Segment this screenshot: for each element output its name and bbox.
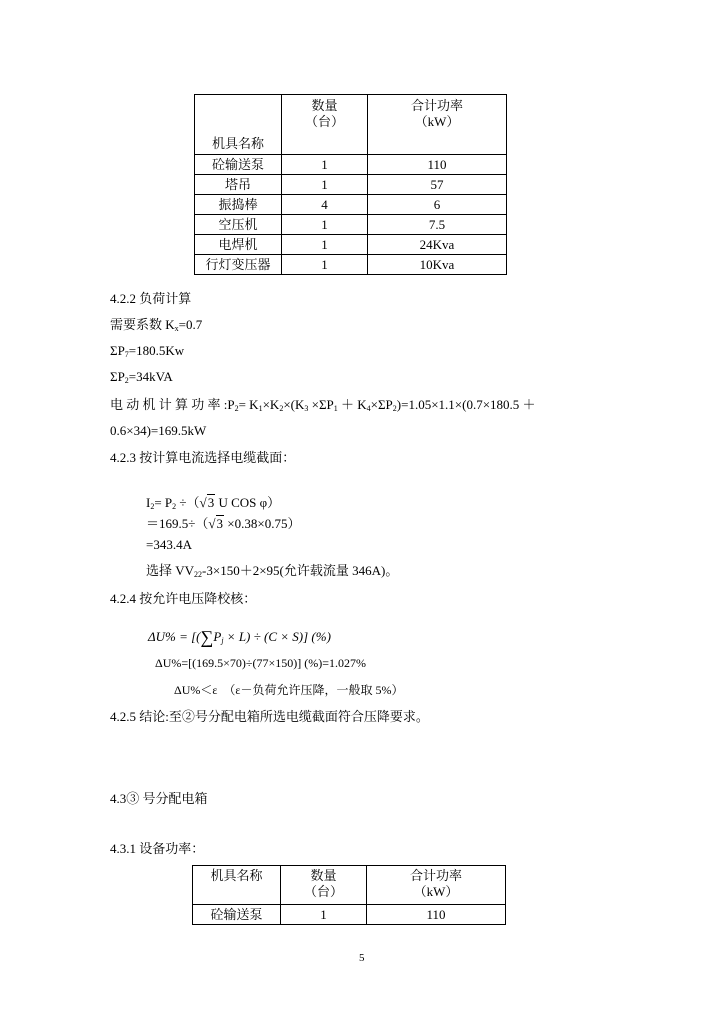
current-formula-line2 [146,517,300,530]
header-name: 机具名称 [193,866,281,905]
calc-mid: = K [238,397,259,412]
i2-p2-sub: 2 [172,502,177,511]
select-sub: 22 [194,570,203,579]
table-row [195,215,507,235]
table-header-row [195,95,507,155]
cell-qty: 1 [281,905,367,925]
sqrt-icon: √ [199,495,207,510]
equipment-table-2 [192,865,506,925]
calc-k3: ×(K [283,397,305,412]
section-4-2-4-title: 4.2.4 按允许电压降校核： [110,591,257,606]
cell-name: 行灯变压器 [195,255,282,275]
current-formula-line1 [146,496,280,511]
cell-qty: 1 [282,175,368,195]
p2-sub: 2 [124,376,129,385]
motor-power-calc-line1 [110,398,536,413]
voltage-drop-calc: ΔU%=[(169.5×70)÷(77×150)] (%)=1.027% [155,656,366,670]
sum-p2-line [110,370,173,385]
header-power [367,866,506,905]
table-header-row [193,866,506,905]
sqrt-value: 3 [207,495,215,510]
header-name: 机具名称 [195,95,282,155]
header-power-line2: （kW） [413,884,459,899]
calc-lead: 电 动 机 计 算 功 率 :P [110,397,235,412]
select-tail: -3×150＋2×95(允许载流量 346A)。 [202,563,399,578]
table-row [193,905,506,925]
cable-selection-line [146,564,398,579]
cell-name: 砼输送泵 [193,905,281,925]
i2-lead: I [146,495,151,510]
header-qty-line1: 数量 [310,868,337,883]
calc-p2-sub: 2 [234,404,239,413]
calc-k1-sub: 1 [258,404,263,413]
cell-power: 24Kva [368,235,507,255]
i2-mid: = P [154,495,173,510]
calc-k4: ＋ K [337,397,367,412]
sqrt-value: 3 [216,516,224,531]
line2-lead: ＝169.5÷（ [146,516,209,531]
conclusion-4-2-5: 4.2.5 结论:至②号分配电箱所选电缆截面符合压降要求。 [110,709,429,724]
cell-qty: 4 [282,195,368,215]
header-qty-line1: 数量 [311,98,338,113]
formula-lhs: ΔU% = [( [148,629,201,644]
p2-value: =34kVA [128,369,173,384]
cell-name: 电焊机 [195,235,282,255]
calc-tail: )=1.05×1.1×(0.7×180.5 ＋ [396,397,536,412]
section-4-3-1-title: 4.3.1 设备功率： [110,841,205,856]
cell-qty: 1 [282,155,368,175]
calc-sp1: ×ΣP [308,397,334,412]
cell-qty: 1 [282,255,368,275]
kx-sub: x [174,324,179,333]
voltage-drop-check: ΔU%＜ε （ε－负荷允许压降，一般取 5%） [174,683,404,697]
calc-k4-sub: 4 [366,404,371,413]
calc-p2b-sub: 2 [392,404,397,413]
kx-label: 需要系数 K [110,317,175,332]
section-4-2-2-title: 4.2.2 负荷计算 [110,291,192,306]
calc-k3-sub: 3 [304,404,309,413]
i2-div: ÷（ [176,495,200,510]
demand-factor-line [110,318,202,333]
section-4-3-title: 4.3③ 号分配电箱 [110,791,208,806]
i2-sub: 2 [150,502,155,511]
p7-value: =180.5Kw [128,343,185,358]
cell-power: 57 [368,175,507,195]
table-row [195,175,507,195]
calc-k2: ×K [262,397,280,412]
cell-name: 振捣棒 [195,195,282,215]
formula-p: P [213,629,222,644]
cell-power: 6 [368,195,507,215]
motor-power-calc-line2: 0.6×34)=169.5kW [110,423,207,438]
header-qty-line2: （台） [304,114,344,129]
header-power [368,95,507,155]
table-row [195,155,507,175]
sum-icon: ∑ [200,627,214,647]
equipment-table-1 [194,94,507,275]
voltage-drop-formula [148,628,331,646]
sum-p7-line [110,344,184,359]
cell-qty: 1 [282,215,368,235]
cell-qty: 1 [282,235,368,255]
header-power-line1: 合计功率 [409,868,462,883]
header-power-line1: 合计功率 [410,98,463,113]
formula-j-sub: j [221,636,224,645]
current-result: =343.4A [146,537,192,552]
p7-label: ΣP [110,343,125,358]
cell-power: 110 [367,905,506,925]
calc-p1-sub: 1 [333,404,338,413]
i2-tail: U COS φ） [215,495,281,510]
calc-sp2: ×ΣP [370,397,393,412]
header-qty-line2: （台） [303,884,343,899]
cell-power: 110 [368,155,507,175]
select-lead: 选择 VV [146,563,195,578]
section-4-2-3-title: 4.2.3 按计算电流选择电缆截面： [110,450,296,465]
cell-power: 10Kva [368,255,507,275]
cell-name: 砼输送泵 [195,155,282,175]
formula-mid: × L) ÷ (C × S)] (%) [223,629,331,644]
header-qty [282,95,368,155]
table-row [195,255,507,275]
table-row [195,195,507,215]
page-number: 5 [359,952,365,964]
kx-value: =0.7 [178,317,203,332]
cell-power: 7.5 [368,215,507,235]
sqrt-icon: √ [208,516,216,531]
header-qty [281,866,367,905]
p7-sub: 7 [124,350,129,359]
table-row [195,235,507,255]
cell-name: 塔吊 [195,175,282,195]
calc-k2-sub: 2 [279,404,284,413]
cell-name: 空压机 [195,215,282,235]
p2-label: ΣP [110,369,125,384]
header-power-line2: （kW） [414,114,460,129]
line2-tail: ×0.38×0.75） [224,516,301,531]
